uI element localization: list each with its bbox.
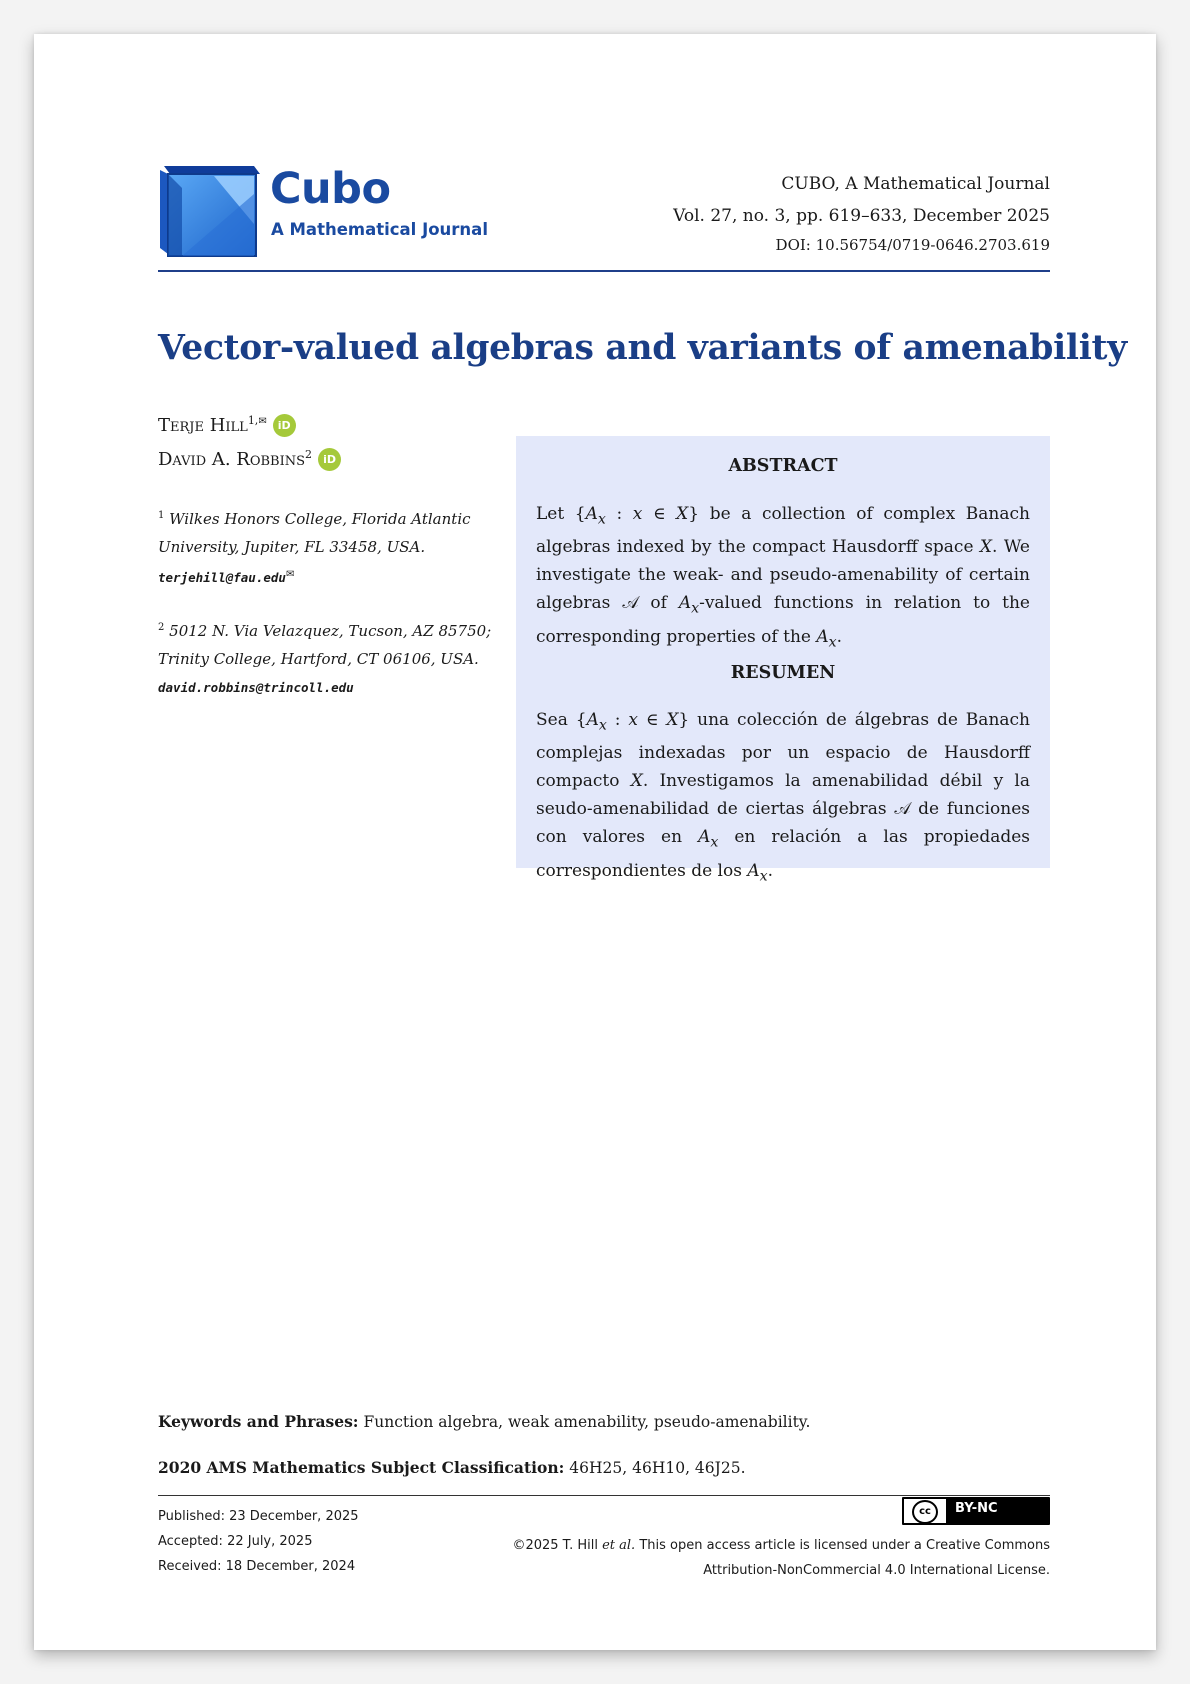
license-line-1 [512,1533,1050,1558]
author-1 [158,414,296,437]
author-name: David A. Robbins [158,449,306,470]
orcid-icon[interactable]: iD [273,414,296,437]
publication-dates [158,1504,359,1579]
journal-info [673,168,1050,258]
cc-badge-text: BY-NC [955,1501,998,1516]
abstract-heading: ABSTRACT [728,456,838,476]
header-divider [158,270,1050,272]
paper-page [34,34,1156,1650]
affiliation-sup: 1 [158,510,165,521]
received-date: Received: 18 December, 2024 [158,1559,356,1574]
cube-icon [158,164,262,260]
author-sup: 1,✉ [247,414,267,427]
resumen-text: Sea {$A_x$ : x ∈ X} una colección de álgebras de Banach complejas indexadas por un espacio de Hausdorff compacto X. Investigamos la amenabilidad débil y la seudo-amenabilidad de ciertas álgebras 𝒜 de funciones con valores en $A_x$ en relación a las propiedades correspondientes de los $A_x$. [536,710,1031,885]
keywords [158,1412,810,1431]
logo-title: Cubo [270,164,391,214]
journal-volume: Vol. 27, no. 3, pp. 619–633, December 2025 [673,206,1050,226]
envelope-icon: ✉ [258,416,267,427]
keywords-label: Keywords and Phrases: [158,1412,359,1431]
ams-label: 2020 AMS Mathematics Subject Classification: [158,1458,565,1477]
et-al: et al. [602,1538,636,1553]
abstract-box [516,436,1050,885]
cc-icon: cc [912,1500,938,1524]
author-email[interactable]: david.robbins@trincoll.edu [158,680,354,695]
author-name: Terje Hill [158,415,248,436]
envelope-icon: ✉ [285,569,295,580]
journal-name: CUBO, A Mathematical Journal [781,174,1050,194]
keywords-text: Function algebra, weak amenability, pseudo-amenability. [363,1413,811,1431]
license-line-2[interactable]: Attribution-NonCommercial 4.0 International License. [703,1563,1050,1578]
affiliation-2 [158,614,498,701]
cc-badge-left [904,1499,946,1523]
author-email[interactable]: terjehill@fau.edu [158,570,286,585]
affiliation-sup: 2 [158,622,165,633]
orcid-icon[interactable]: iD [318,448,341,471]
doi[interactable]: DOI: 10.56754/0719-0646.2703.619 [775,236,1050,254]
ams-classification [158,1458,746,1477]
author-2 [158,448,341,471]
cc-license-badge[interactable] [902,1497,1050,1525]
footer-divider [158,1495,1050,1496]
published-date: Published: 23 December, 2025 [158,1509,359,1524]
author-sup: 2 [305,448,313,461]
affiliation-text: 5012 N. Via Velazquez, Tucson, AZ 85750; Trinity College, Hartford, CT 06106, USA. [158,622,492,668]
ams-text: 46H25, 46H10, 46J25. [569,1459,746,1477]
paper-title: Vector-valued algebras and variants of amenability [158,328,1127,368]
logo-subtitle: A Mathematical Journal [271,220,488,239]
abstract-text: Let {$A_x$ : x ∈ X} be a collection of complex Banach algebras indexed by the compact Hausdorff space X. We investigate the weak- and pseudo-amenability of certain algebras 𝒜 of $A_x$-valued functions in relation to the corresponding properties of the $A_x$. [536,504,1030,651]
license-text [512,1533,1050,1583]
accepted-date: Accepted: 22 July, 2025 [158,1534,313,1549]
affiliation-text: Wilkes Honors College, Florida Atlantic University, Jupiter, FL 33458, USA. [158,510,471,556]
copyright-holder: ©2025 T. Hill [512,1538,598,1553]
affiliation-1 [158,502,498,591]
license-statement: This open access article is licensed under a Creative Commons [639,1538,1050,1553]
journal-logo [158,164,503,260]
resumen-heading: RESUMEN [730,663,836,683]
